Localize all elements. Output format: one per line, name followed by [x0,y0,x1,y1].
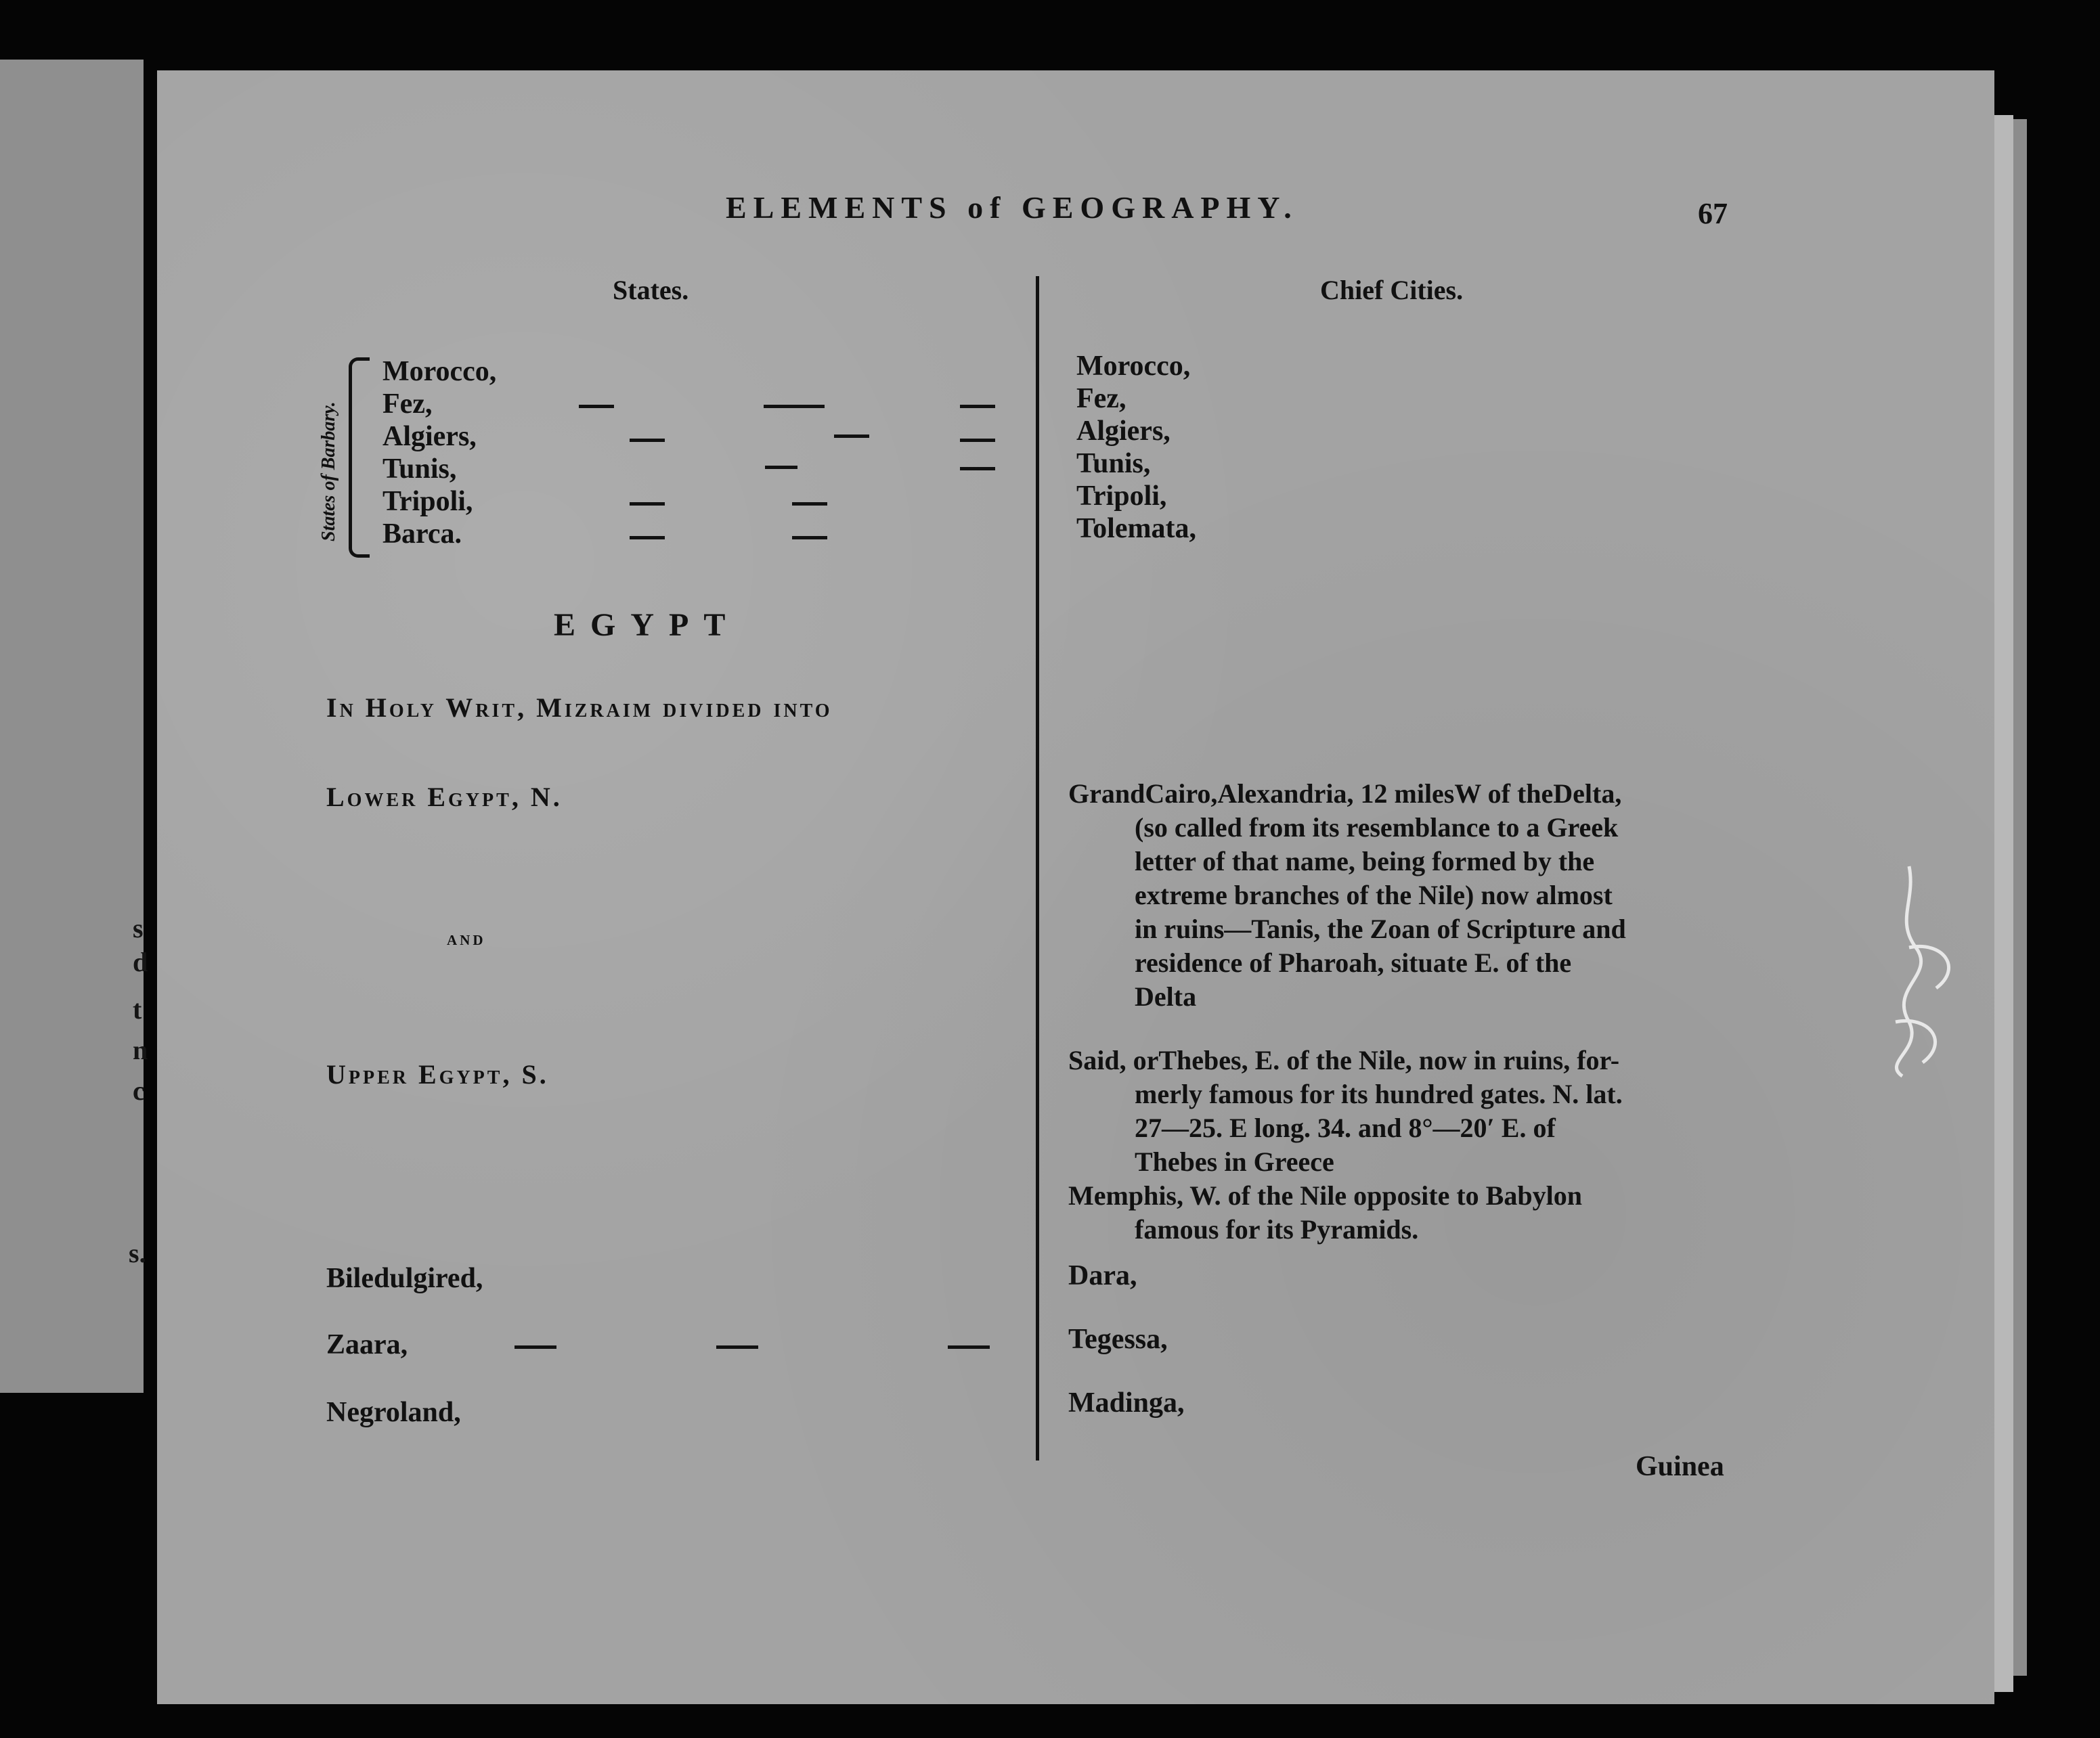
leader-dash [792,502,827,506]
city-name: Morocco, [1076,351,1191,382]
leader-dash [630,502,665,506]
lower-egypt-label: Lower Egypt, N. [326,782,563,812]
lower-egypt-description [1068,777,1626,1014]
thread-mark [1868,860,1970,1083]
state-name: Algiers, [382,421,477,452]
leader-dash [960,439,995,442]
description-line: 27—25. E long. 34. and 8°—20′ E. of [1135,1113,1556,1143]
edge-letter: n [133,1035,148,1065]
state-name: Zaara, [326,1329,408,1360]
state-name: Biledulgired, [326,1263,483,1294]
description-line: extreme branches of the Nile) now almost [1135,880,1613,910]
edge-letter: t [133,994,142,1025]
city-name: Fez, [1076,383,1126,414]
description-line: Memphis, W. of the Nile opposite to Babylon [1068,1180,1582,1211]
state-name: Morocco, [382,356,497,387]
city-name: Tripoli, [1076,481,1167,512]
description-line: GrandCairo,Alexandria, 12 milesW of theDelta, [1068,778,1622,809]
description-line: Thebes in Greece [1135,1146,1334,1177]
state-name: Fez, [382,388,433,420]
description-line: in ruins—Tanis, the Zoan of Scripture and [1135,914,1626,944]
catchword: Guinea [1636,1451,1724,1482]
leader-dash [764,405,825,408]
egypt-subheading: In Holy Writ, Mizraim divided into [326,692,833,723]
state-name: Barca. [382,518,462,550]
city-name: Tunis, [1076,448,1151,479]
description-line: merly famous for its hundred gates. N. lat. [1135,1079,1623,1109]
upper-egypt-description [1068,1044,1623,1247]
leader-dash [630,439,665,442]
city-name: Tolemata, [1076,513,1196,544]
edge-letter: c [133,1075,145,1106]
city-name: Madinga, [1068,1387,1185,1419]
description-line: Delta [1135,981,1197,1012]
description-line: Said, orThebes, E. of the Nile, now in ruins, for- [1068,1045,1620,1075]
state-name: Tunis, [382,453,457,485]
leader-dash [834,435,869,438]
leader-dash [765,466,797,469]
barbary-bracket-label: States of Barbary. [318,401,339,541]
description-line: famous for its Pyramids. [1135,1214,1419,1245]
description-line: (so called from its resemblance to a Greek [1135,812,1619,843]
city-name: Dara, [1068,1260,1137,1291]
upper-egypt-label: Upper Egypt, S. [326,1059,549,1090]
leader-dash [716,1345,758,1349]
barbary-brace [349,357,370,558]
leader-dash [948,1345,990,1349]
previous-page-strip [0,60,148,1393]
page-edge [1994,115,2013,1692]
leader-dash [960,467,995,470]
edge-letter: s. [129,1238,146,1268]
page-edge-shadow [2013,119,2027,1676]
leader-dash [792,536,827,539]
description-line: letter of that name, being formed by the [1135,846,1595,876]
running-head: ELEMENTS of GEOGRAPHY. [726,190,1298,225]
page-number: 67 [1698,197,1728,230]
state-name: Negroland, [326,1397,461,1428]
edge-letter: d [133,947,148,977]
city-name: Tegessa, [1068,1324,1168,1355]
leader-dash [515,1345,556,1349]
edge-letter: s [133,913,144,943]
and-label: and [447,927,486,950]
leader-dash [630,536,665,539]
column-divider [1036,276,1039,1461]
description-line: residence of Pharoah, situate E. of the [1135,948,1572,978]
state-name: Tripoli, [382,486,473,517]
leader-dash [960,405,995,408]
leader-dash [579,405,614,408]
city-name: Algiers, [1076,416,1171,447]
states-column-heading: States. [613,275,689,305]
cities-column-heading: Chief Cities. [1320,275,1464,305]
egypt-heading: EGYPT [554,607,741,643]
